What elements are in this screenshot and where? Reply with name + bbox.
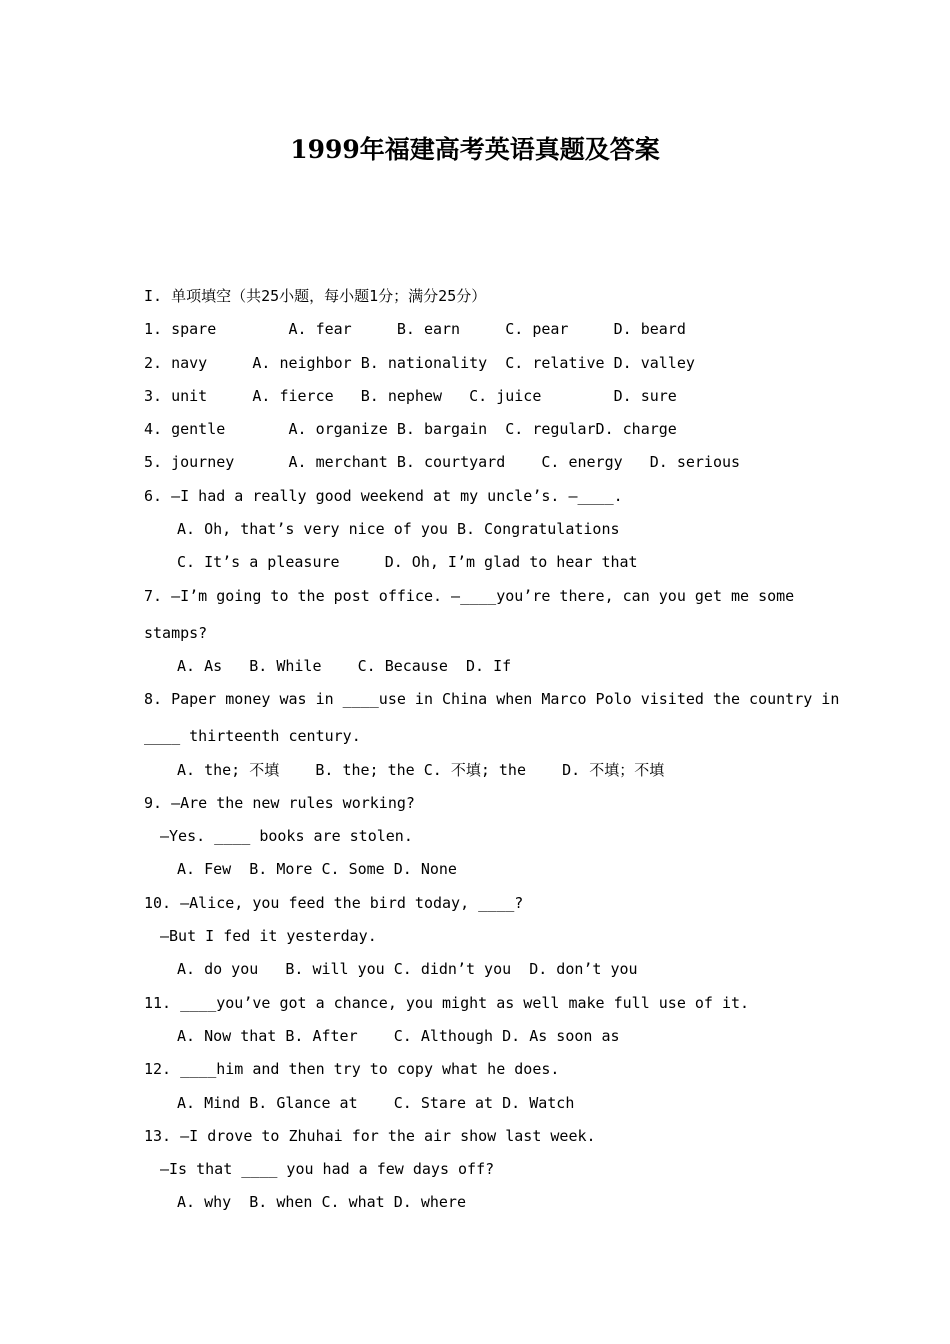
text-line: —But I fed it yesterday. bbox=[160, 927, 377, 946]
text-line: 10. —Alice, you feed the bird today, ____? bbox=[144, 893, 524, 912]
text-line: 9. —Are the new rules working? bbox=[144, 793, 415, 812]
text-line: 7. —I’m going to the post office. —____you’re there, can you get me some bbox=[144, 586, 795, 605]
text-line: —Yes. ____ books are stolen. bbox=[160, 827, 413, 846]
text-line: 6. —I had a really good weekend at my uncle’s. —____. bbox=[144, 486, 623, 505]
text-line: 11. ____you’ve got a chance, you might as well make full use of it. bbox=[144, 993, 750, 1012]
text-line: A. As B. While C. Because D. If bbox=[177, 656, 512, 675]
text-line: A. why B. when C. what D. where bbox=[177, 1193, 466, 1212]
text-line: A. Oh, that’s very nice of you B. Congratulations bbox=[177, 520, 620, 539]
text-line: 5. journey A. merchant B. courtyard C. energy D. serious bbox=[144, 453, 741, 472]
text-line: I. 单项填空（共25小题，每小题1分；满分25分） bbox=[144, 287, 487, 305]
text-line: —Is that ____ you had a few days off? bbox=[160, 1160, 495, 1179]
text-line: stamps? bbox=[144, 623, 208, 642]
text-line: 4. gentle A. organize B. bargain C. regularD. charge bbox=[144, 420, 677, 439]
text-line: C. It’s a pleasure D. Oh, I’m glad to hear that bbox=[177, 553, 638, 572]
text-line: ____ thirteenth century. bbox=[144, 727, 361, 746]
text-line: A. Now that B. After C. Although D. As soon as bbox=[177, 1026, 620, 1045]
text-line: A. Mind B. Glance at C. Stare at D. Watch bbox=[177, 1093, 575, 1112]
text-line: A. the; 不填 B. the; the C. 不填; the D. 不填；不填 bbox=[177, 760, 665, 779]
text-line: A. Few B. More C. Some D. None bbox=[177, 860, 457, 879]
text-line: A. do you B. will you C. didn’t you D. don’t you bbox=[177, 960, 638, 979]
text-line: 13. —I drove to Zhuhai for the air show last week. bbox=[144, 1126, 596, 1145]
text-line: 3. unit A. fierce B. nephew C. juice D. sure bbox=[144, 386, 677, 405]
text-line: 12. ____him and then try to copy what he does. bbox=[144, 1060, 560, 1079]
text-line: 2. navy A. neighbor B. nationality C. relative D. valley bbox=[144, 353, 695, 372]
text-line: 1. spare A. fear B. earn C. pear D. beard bbox=[144, 320, 686, 339]
text-line: 8. Paper money was in ____use in China when Marco Polo visited the country in bbox=[144, 690, 840, 709]
document-body bbox=[144, 280, 840, 1220]
page-title: 1999年福建高考英语真题及答案 bbox=[290, 135, 660, 164]
